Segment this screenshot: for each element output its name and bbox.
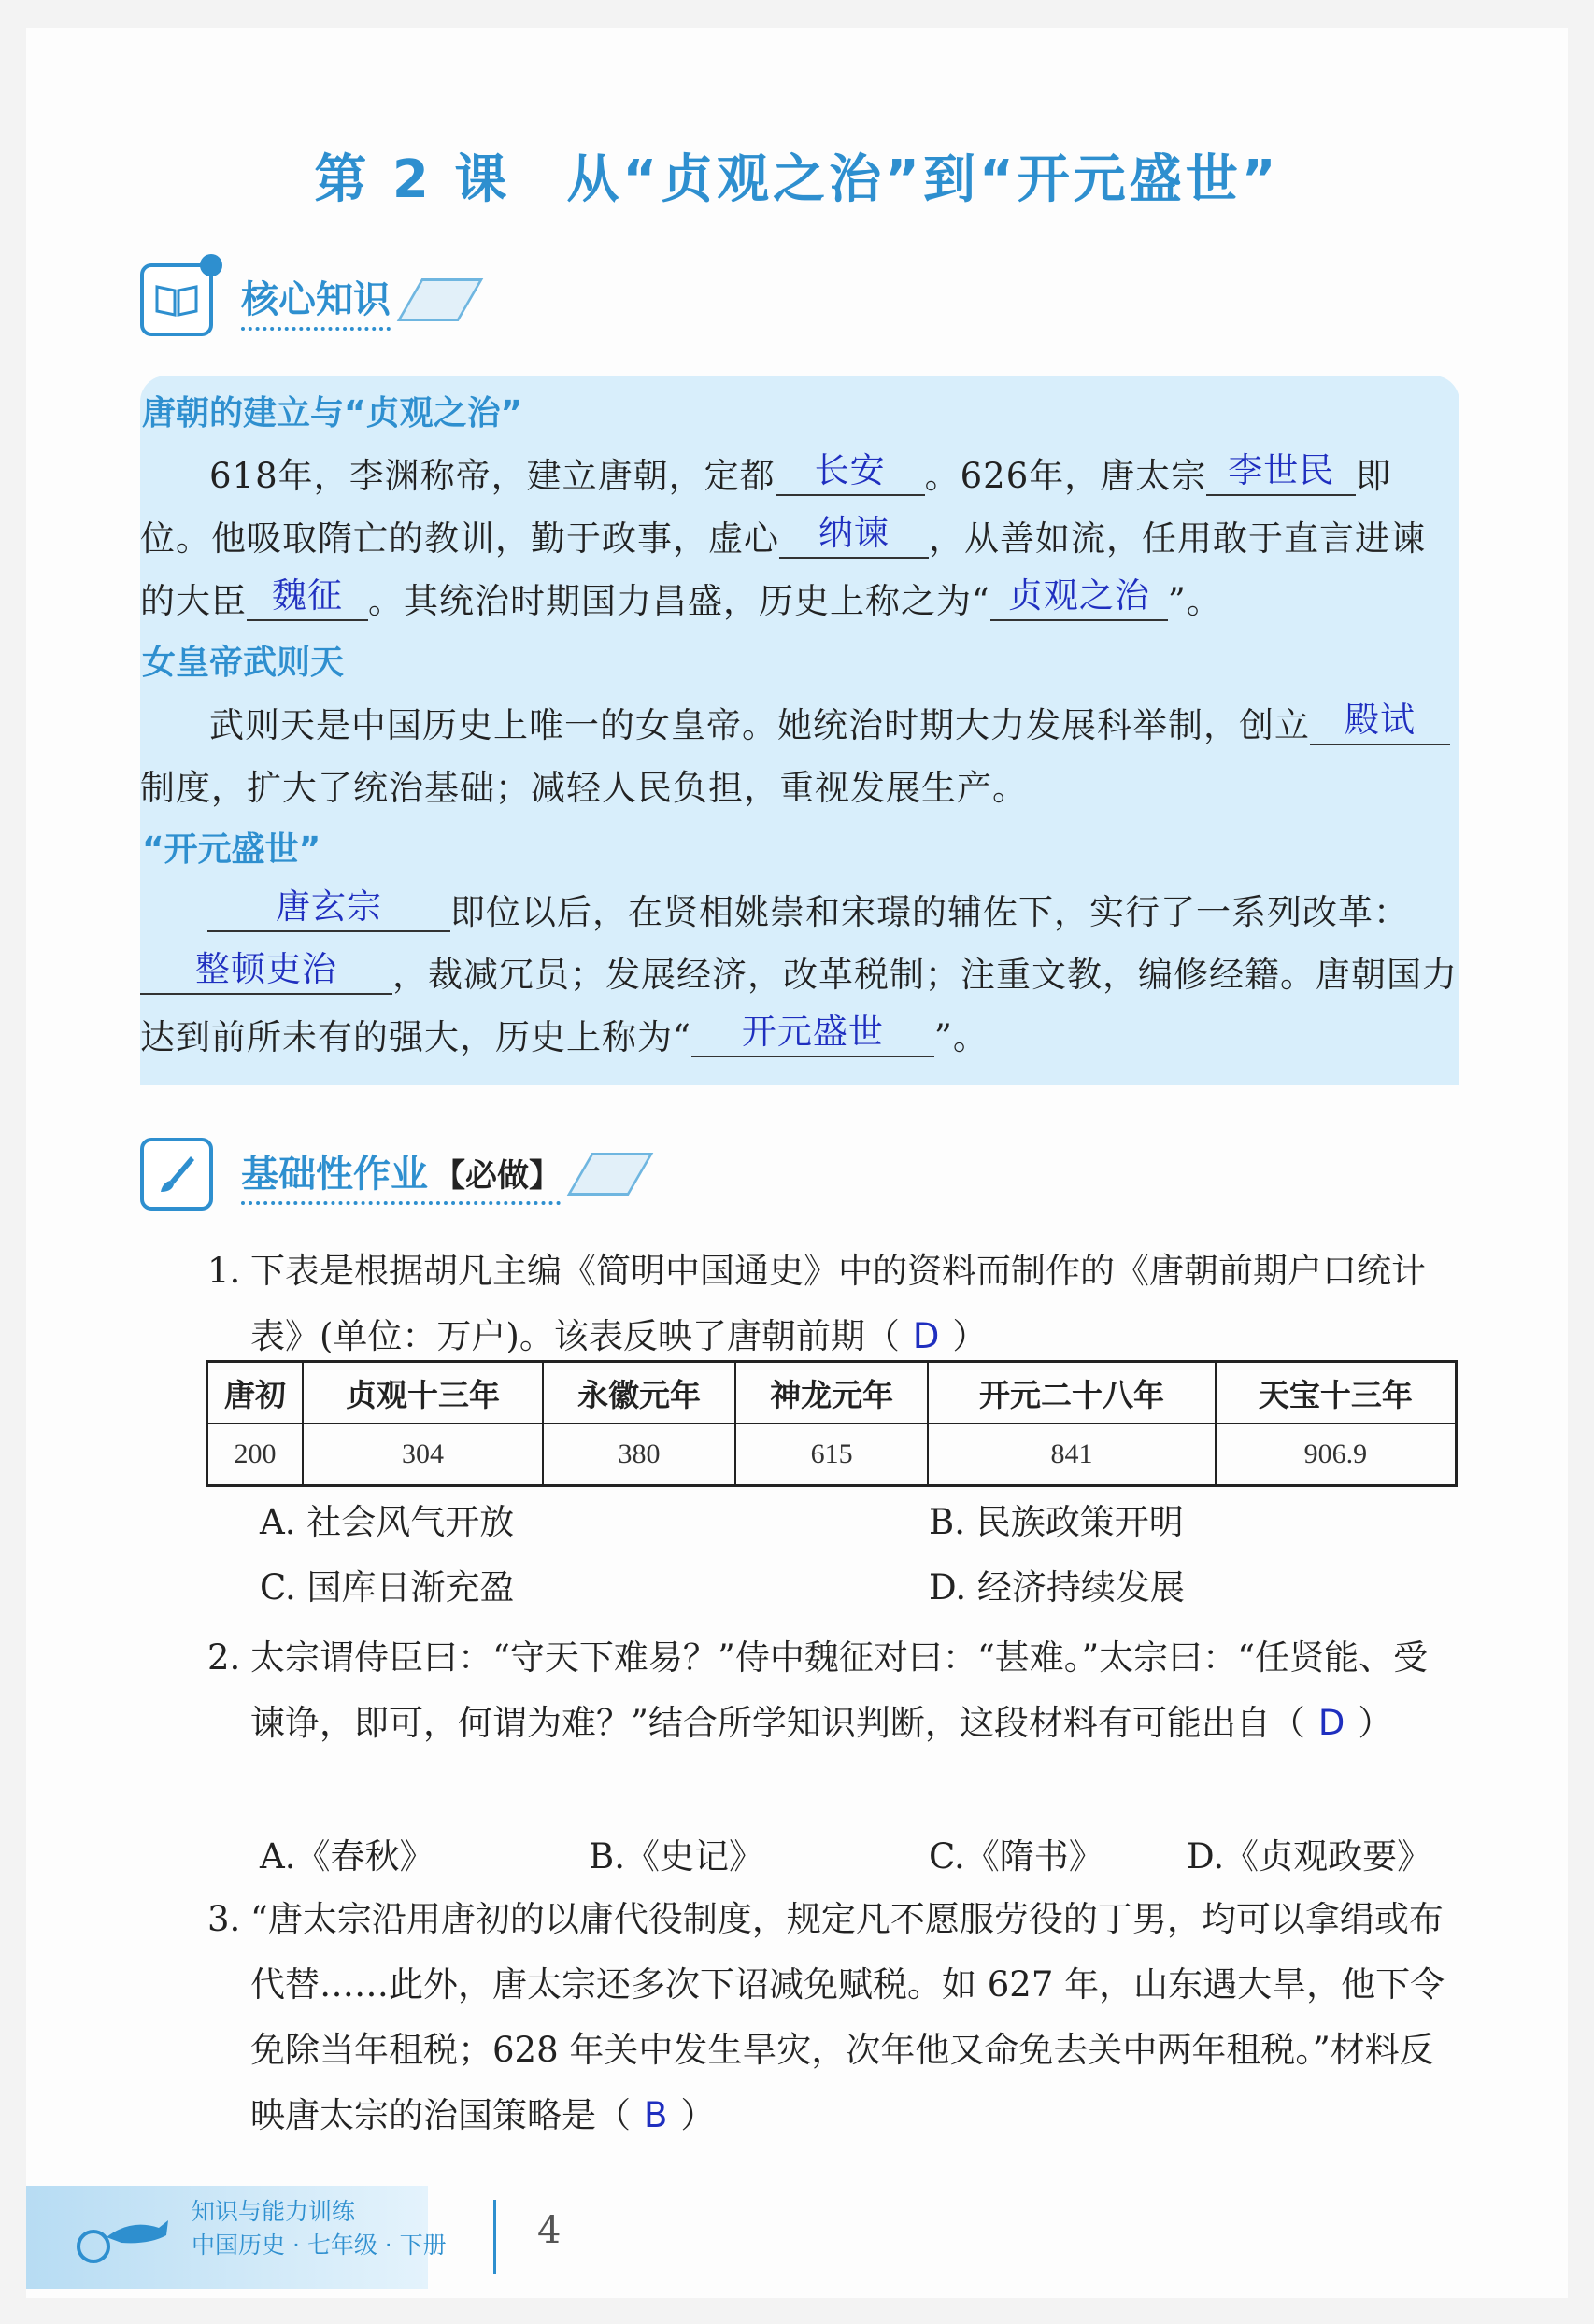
knowledge-paragraph-1: 618年，李渊称帝，建立唐朝，定都 长安 。626年，唐太宗 李世民 即位。他吸取隋亡的教训，勤于政事，虚心 纳谏 ，从善如流，任用敢于直言进谏的大臣 魏征 。其统治时期国力昌盛，历史上称之为“ 贞观之治 ”。 (140, 445, 1459, 632)
answer-blank: 李世民 (1206, 447, 1356, 496)
knowledge-heading-3: “开元盛世” (142, 830, 321, 869)
answer-mark: B (644, 2095, 668, 2135)
table-header-row (207, 1362, 1457, 1424)
table-row (207, 1424, 1457, 1486)
answer-mark: D (1317, 1703, 1345, 1743)
table-cell: 841 (928, 1424, 1216, 1486)
answer-blank: 魏征 (247, 573, 368, 621)
question-3: 3. “唐太宗沿用唐初的以庸代役制度，规定凡不愿服劳役的丁男，均可以拿绢或布代替……此外，唐太宗还多次下诏减免赋税。如 627 年，山东遇大旱，他下令免除当年租税；628 年关中发生旱灾，次年他又命免去关中两年租税。”材料反映唐太宗的治国策略是（ B ） (207, 1887, 1459, 2148)
book-title: 知识与能力训练 中国历史 · 七年级 · 下册 (192, 2198, 447, 2259)
question-stem: “唐太宗沿用唐初的以庸代役制度，规定凡不愿服劳役的丁男，均可以拿绢或布代替……此外，唐太宗还多次下诏减免赋税。如 627 年，山东遇大旱，他下令免除当年租税；628 年关中发生旱灾，次年他又命免去关中两年租税。”材料反映唐太宗的治国策略是（ (250, 1899, 1445, 2135)
lesson-title: 第 2 课 从“贞观之治”到“开元盛世” (314, 149, 1280, 210)
knowledge-paragraph-2: 武则天是中国历史上唯一的女皇帝。她统治时期大力发展科举制，创立 殿试制度，扩大了统治基础；减轻人民负担，重视发展生产。 (140, 694, 1459, 819)
table-cell: 906.9 (1216, 1424, 1457, 1486)
homework-section-header (140, 1138, 641, 1211)
required-tag: 【必做】 (434, 1156, 561, 1195)
page-number: 4 (537, 2209, 562, 2252)
answer-blank: 纳谏 (779, 510, 929, 559)
question-2: 2. 太宗谓侍臣曰：“守天下难易？”侍中魏征对曰：“甚难。”太宗曰：“任贤能、受谏诤，即可，何谓为难？”结合所学知识判断，这段材料有可能出自（ D ） (207, 1625, 1459, 1756)
question-stem: 太宗谓侍臣曰：“守天下难易？”侍中魏征对曰：“甚难。”太宗曰：“任贤能、受谏诤，即可，何谓为难？”结合所学知识判断，这段材料有可能出自（ (250, 1637, 1429, 1743)
table-header: 开元二十八年 (928, 1362, 1216, 1424)
table-header: 神龙元年 (735, 1362, 928, 1424)
option-b: B.《史记》 (589, 1836, 763, 1877)
option-c: C.《隋书》 (929, 1836, 1103, 1877)
answer-blank: 殿试 (1310, 697, 1450, 745)
table-header: 贞观十三年 (303, 1362, 543, 1424)
table-header: 永徽元年 (543, 1362, 735, 1424)
answer-blank: 长安 (776, 447, 925, 496)
answer-blank: 贞观之治 (990, 573, 1168, 621)
knowledge-section-title: 核心知识 (241, 270, 391, 331)
question-number: 2. (207, 1637, 241, 1678)
answer-blank: 整顿吏治 (140, 946, 392, 995)
decorative-parallelogram (567, 1153, 654, 1196)
option-c: C. 国库日渐充盈 (260, 1567, 515, 1608)
question-number: 3. (207, 1899, 241, 1939)
knowledge-content (140, 383, 1459, 1069)
question-1: 1. 下表是根据胡凡主编《简明中国通史》中的资料而制作的《唐朝前期户口统计表》(单位：万户)。该表反映了唐朝前期（ D ） (207, 1239, 1459, 1369)
option-a: A. 社会风气开放 (260, 1502, 515, 1542)
decorative-parallelogram (397, 278, 484, 321)
footer-divider (493, 2200, 496, 2274)
question-number: 1. (207, 1251, 241, 1291)
chariot-illustration (65, 2200, 178, 2265)
option-d: D. 经济持续发展 (929, 1567, 1185, 1608)
answer-blank: 开元盛世 (691, 1009, 934, 1057)
table-header: 唐初 (207, 1362, 304, 1424)
household-stats-table (206, 1360, 1458, 1487)
table-header: 天宝十三年 (1216, 1362, 1457, 1424)
knowledge-paragraph-3: 唐玄宗 即位以后，在贤相姚崇和宋璟的辅佐下，实行了一系列改革：整顿吏治 ，裁减冗员；发展经济，改革税制；注重文教，编修经籍。唐朝国力达到前所未有的强大，历史上称为“ 开元盛世 ”。 (140, 881, 1459, 1069)
brush-icon (140, 1138, 213, 1211)
table-cell: 380 (543, 1424, 735, 1486)
table-cell: 615 (735, 1424, 928, 1486)
knowledge-section-header (140, 263, 471, 336)
book-icon (140, 263, 213, 336)
answer-mark: D (912, 1316, 940, 1356)
option-a: A.《春秋》 (260, 1836, 434, 1877)
knowledge-heading-2: 女皇帝武则天 (142, 644, 345, 682)
homework-section-title: 基础性作业 【必做】 (241, 1144, 561, 1205)
option-b: B. 民族政策开明 (929, 1502, 1184, 1542)
answer-blank: 唐玄宗 (207, 884, 450, 932)
option-d: D.《贞观政要》 (1187, 1836, 1432, 1877)
table-cell: 200 (207, 1424, 304, 1486)
knowledge-heading-1: 唐朝的建立与“贞观之治” (142, 394, 523, 432)
question-stem: 下表是根据胡凡主编《简明中国通史》中的资料而制作的《唐朝前期户口统计表》(单位：万户)。该表反映了唐朝前期（ (250, 1251, 1426, 1356)
table-cell: 304 (303, 1424, 543, 1486)
